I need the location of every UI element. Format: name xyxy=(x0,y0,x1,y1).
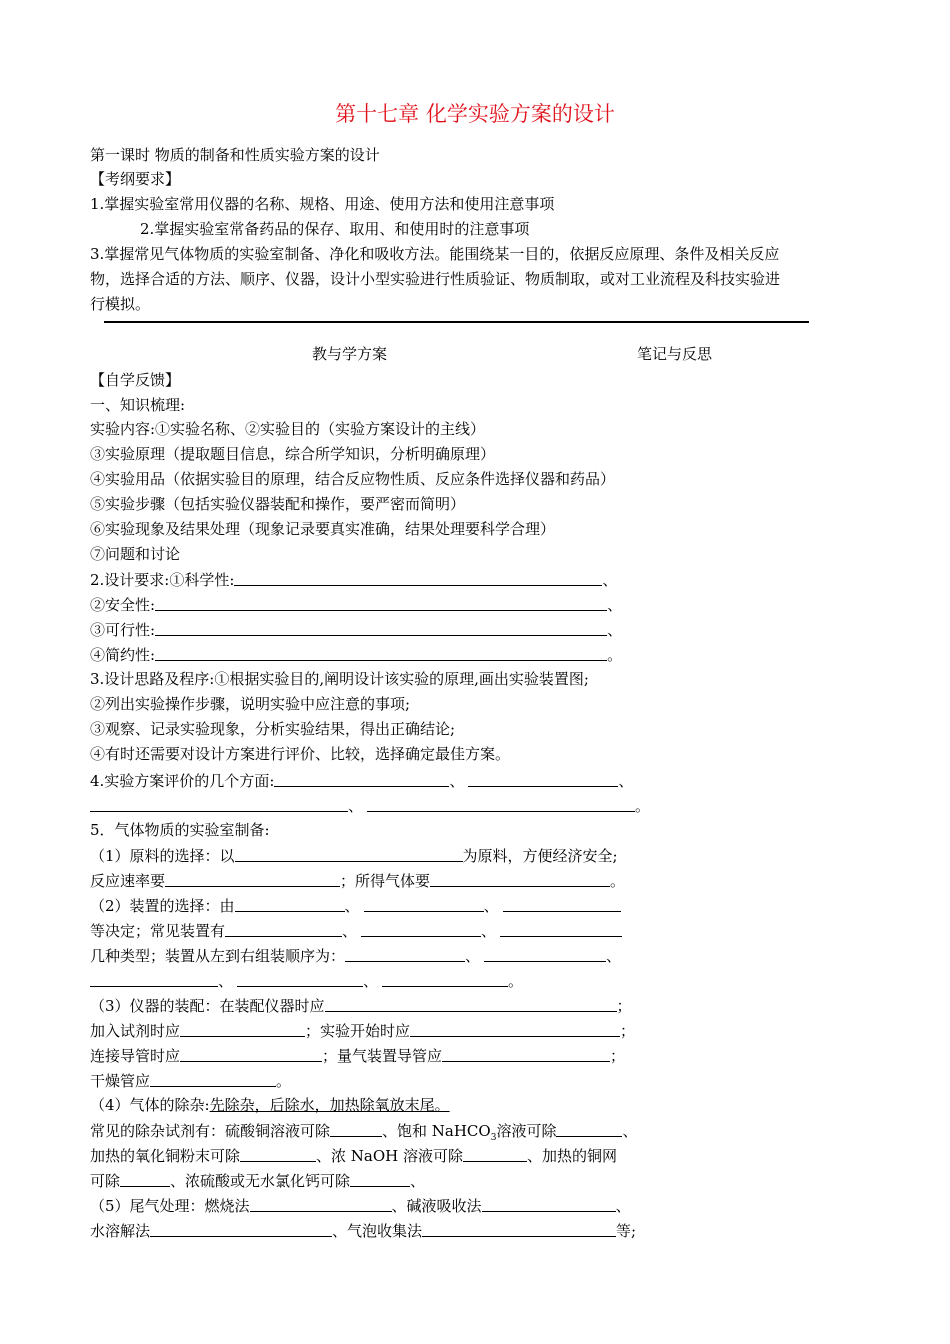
req-3-cont: 物，选择合适的方法、顺序、仪器，设计小型实验进行性质验证、物质制取，或对工业流程及科技实验进 xyxy=(90,270,781,288)
divider xyxy=(104,321,809,323)
blank[interactable] xyxy=(155,594,607,611)
blank[interactable] xyxy=(155,644,607,661)
device-line-4: 、 、 。 xyxy=(90,970,523,991)
prog-4: ④有时还需要对设计方案进行评价、比较，选择确定最佳方案。 xyxy=(90,745,511,763)
blank[interactable] xyxy=(274,770,449,787)
blank[interactable] xyxy=(237,970,363,987)
page-title: 第十七章 化学实验方案的设计 xyxy=(335,102,615,126)
blank[interactable] xyxy=(165,870,340,887)
gas-header: 5．气体物质的实验室制备: xyxy=(90,821,270,839)
tube-line: 连接导管时应 ；量气装置导管应 ； xyxy=(90,1047,626,1065)
blank[interactable] xyxy=(150,1220,332,1237)
rate-line: 反应速率要 ；所得气体要 。 xyxy=(90,872,626,890)
design-req-2: ②安全性: 、 xyxy=(90,596,623,614)
blank[interactable] xyxy=(180,1045,322,1062)
reagent-line: 加入试剂时应 ；实验开始时应 ； xyxy=(90,1022,636,1040)
blank[interactable] xyxy=(350,1170,410,1187)
blank[interactable] xyxy=(410,1020,620,1037)
item-6: ⑦问题和讨论 xyxy=(90,545,181,563)
req-1: 1.掌握实验室常用仪器的名称、规格、用途、使用方法和使用注意事项 xyxy=(90,195,555,213)
blank[interactable] xyxy=(500,920,622,937)
blank[interactable] xyxy=(325,995,617,1012)
blank[interactable] xyxy=(484,945,606,962)
blank[interactable] xyxy=(235,895,345,912)
blank[interactable] xyxy=(430,870,610,887)
blank[interactable] xyxy=(330,1120,382,1137)
blank[interactable] xyxy=(503,895,621,912)
self-header: 【自学反馈】 xyxy=(90,371,181,389)
prog-2: ②列出实验操作步骤，说明实验中应注意的事项; xyxy=(90,695,411,713)
device-line-3: 几种类型；装置从左到右组装顺序为： 、 、 xyxy=(90,947,622,965)
design-req-1: 2.设计要求:①科学性: 、 xyxy=(90,571,618,589)
blank[interactable] xyxy=(422,1220,616,1237)
knowledge-header: 一、知识梳理: xyxy=(90,396,186,414)
req-3-end: 行模拟。 xyxy=(90,295,151,313)
item-2: ③实验原理（提取题目信息，综合所学知识，分析明确原理） xyxy=(90,445,496,463)
purify-line: （4）气体的除杂:先除杂，后除水，加热除氧放末尾。 xyxy=(90,1096,450,1114)
water-line: 水溶解法 、气泡收集法 等; xyxy=(90,1222,637,1240)
assembly-line: （3）仪器的装配：在装配仪器时应 ； xyxy=(90,997,632,1015)
item-1: 实验内容:①实验名称、②实验目的（实验方案设计的主线） xyxy=(90,420,486,438)
req-3: 3.掌握常见气体物质的实验室制备、净化和吸收方法。能围绕某一目的，依据反应原理、条件及相关反应 xyxy=(90,245,780,263)
blank[interactable] xyxy=(155,619,607,636)
prog-1: 3.设计思路及程序:①根据实验目的,阐明设计该实验的原理,画出实验装置图; xyxy=(90,670,589,688)
design-req-3: ③可行性: 、 xyxy=(90,621,623,639)
col-right-header: 笔记与反思 xyxy=(637,345,713,363)
blank[interactable] xyxy=(234,569,602,586)
remove-line: 常见的除杂试剂有：硫酸铜溶液可除 、饱和 NaHCO$_3$溶液可除 、 xyxy=(90,1122,638,1143)
eval-line: 4.实验方案评价的几个方面: 、 、 xyxy=(90,772,634,790)
req-2: 2.掌握实验室常备药品的保存、取用、和使用时的注意事项 xyxy=(140,220,530,238)
blank[interactable] xyxy=(367,795,635,812)
blank[interactable] xyxy=(364,895,484,912)
blank[interactable] xyxy=(225,920,342,937)
item-3: ④实验用品（依据实验目的原理，结合反应物性质、反应条件选择仪器和药品） xyxy=(90,470,616,488)
device-line-2: 等决定；常见装置有 、 、 xyxy=(90,920,622,941)
blank[interactable] xyxy=(235,845,463,862)
blank[interactable] xyxy=(382,970,508,987)
design-req-4: ④简约性: 。 xyxy=(90,646,623,664)
prog-3: ③观察、记录实验现象，分析实验结果，得出正确结论; xyxy=(90,720,456,738)
blank[interactable] xyxy=(556,1120,622,1137)
lesson-title: 第一课时 物质的制备和性质实验方案的设计 xyxy=(90,146,380,164)
blank[interactable] xyxy=(150,1070,276,1087)
item-5: ⑥实验现象及结果处理（现象记录要真实准确，结果处理要科学合理） xyxy=(90,520,556,538)
cuo-line: 加热的氧化铜粉末可除 、浓 NaOH 溶液可除 、加热的铜网 xyxy=(90,1147,618,1165)
item-4: ⑤实验步骤（包括实验仪器装配和操作，要严密而简明） xyxy=(90,495,466,513)
col-left-header: 教与学方案 xyxy=(312,345,388,363)
blank[interactable] xyxy=(482,1195,616,1212)
blank[interactable] xyxy=(468,770,618,787)
blank[interactable] xyxy=(361,920,481,937)
exam-header: 【考纲要求】 xyxy=(90,170,181,188)
eval-line-2: 、 。 xyxy=(90,795,650,816)
blank[interactable] xyxy=(90,970,218,987)
blank[interactable] xyxy=(345,945,465,962)
blank[interactable] xyxy=(240,1145,316,1162)
blank[interactable] xyxy=(463,1145,527,1162)
blank[interactable] xyxy=(180,1020,305,1037)
raw-line: （1）原料的选择：以 为原料，方便经济安全; xyxy=(90,847,618,865)
blank[interactable] xyxy=(90,795,348,812)
blank[interactable] xyxy=(120,1170,170,1187)
device-line: （2）装置的选择：由 、 、 xyxy=(90,895,621,916)
blank[interactable] xyxy=(250,1195,392,1212)
cu-net-line: 可除 、浓硫酸或无水氯化钙可除 、 xyxy=(90,1172,426,1190)
dry-line: 干燥管应 。 xyxy=(90,1072,292,1090)
tail-line: （5）尾气处理：燃烧法 、碱液吸收法 、 xyxy=(90,1197,631,1215)
blank[interactable] xyxy=(442,1045,610,1062)
